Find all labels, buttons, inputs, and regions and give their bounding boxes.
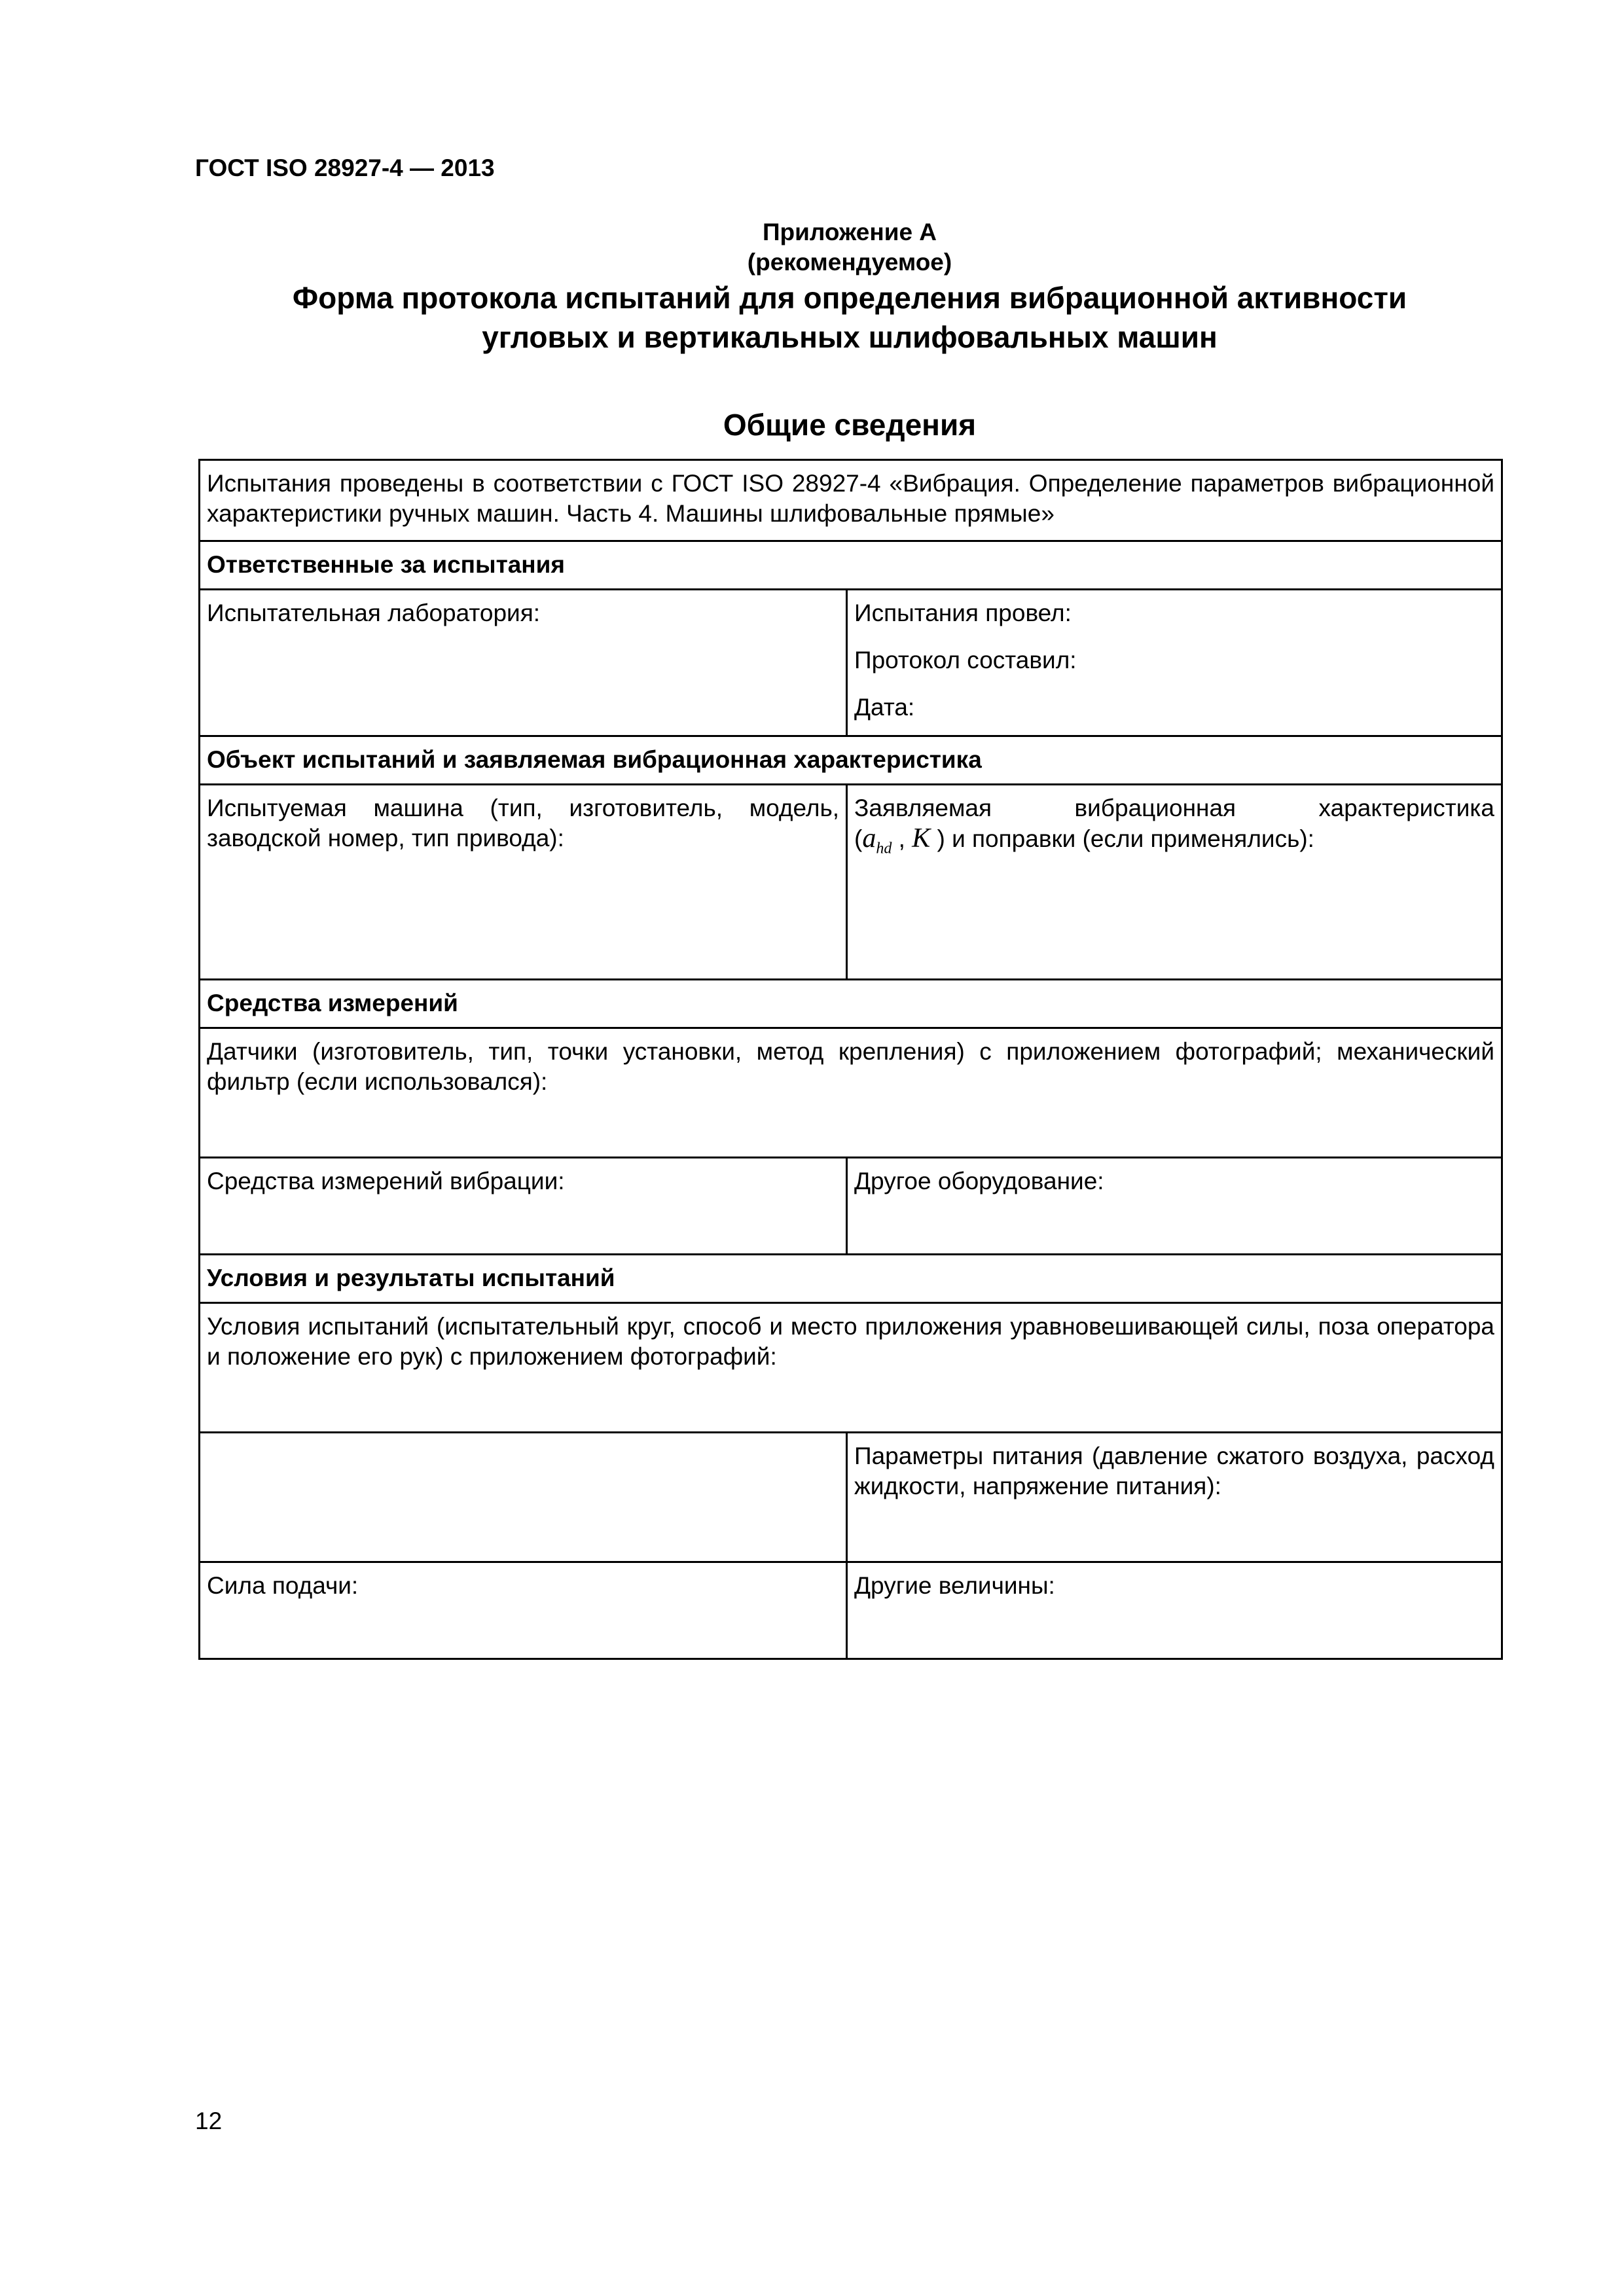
other-equipment-label: Другое оборудование: (854, 1168, 1104, 1194)
object-heading: Объект испытаний и заявляемая вибрационная характеристика (200, 736, 1502, 785)
paren-open: ( (854, 825, 863, 852)
intro-cell (200, 460, 1502, 541)
appendix-label: Приложение А (762, 219, 937, 245)
other-values-label: Другие величины: (854, 1572, 1055, 1599)
math-a: a (862, 823, 876, 853)
vibration-instruments-label: Средства измерений вибрации: (207, 1168, 565, 1194)
test-conditions-label: Условия испытаний (испытательный круг, способ и место приложения уравновешивающей силы, поза оператора и положение его рук) с приложением фотографий: (207, 1313, 1494, 1370)
lab-cell[interactable] (200, 590, 847, 736)
section-title: Общие сведения (723, 408, 977, 442)
appendix-type: (рекомендуемое) (747, 249, 952, 276)
conditions-heading: Условия и результаты испытаний (200, 1255, 1502, 1303)
table-row (200, 1303, 1502, 1433)
math-separator: , (892, 825, 912, 852)
table-row (200, 785, 1502, 980)
table-row (200, 1562, 1502, 1659)
empty-cell[interactable] (200, 1433, 847, 1562)
feed-force-cell[interactable] (200, 1562, 847, 1659)
protocol-table (198, 459, 1503, 1660)
form-title-line-2: угловых и вертикальных шлифовальных машин (482, 320, 1218, 354)
feed-force-label: Сила подачи: (207, 1572, 359, 1599)
date-label: Дата: (854, 694, 915, 721)
test-conditions-cell[interactable] (200, 1303, 1502, 1433)
report-by-label: Протокол составил: (854, 647, 1077, 673)
sensors-cell[interactable] (200, 1028, 1502, 1158)
personnel-cell[interactable] (847, 590, 1502, 736)
tested-by-label: Испытания провел: (854, 600, 1072, 626)
power-params-label: Параметры питания (давление сжатого воздуха, расход жидкости, напряжение питания): (854, 1443, 1494, 1499)
document-code: ГОСТ ISO 28927-4 — 2013 (195, 154, 495, 181)
table-row (200, 980, 1502, 1028)
table-row (200, 1433, 1502, 1562)
vibration-instruments-cell[interactable] (200, 1158, 847, 1255)
machine-cell[interactable] (200, 785, 847, 980)
table-row (200, 736, 1502, 785)
table-row (200, 541, 1502, 590)
instruments-heading: Средства измерений (200, 980, 1502, 1028)
table-row (200, 1028, 1502, 1158)
table-row (200, 590, 1502, 736)
table-row (200, 1255, 1502, 1303)
table-row (200, 1158, 1502, 1255)
power-params-cell[interactable] (847, 1433, 1502, 1562)
math-subscript-hd: hd (876, 840, 892, 857)
other-values-cell[interactable] (847, 1562, 1502, 1659)
declared-label-line2 (854, 823, 1494, 863)
math-symbol-a (862, 823, 892, 857)
declared-label-line1: Заявляемая вибрационная характеристика (854, 795, 1494, 821)
intro-text: Испытания проведены в соответствии с ГОСТ ISO 28927-4 «Вибрация. Определение параметров вибрационной характеристики ручных машин. Часть 4. Машины шлифовальные прямые» (207, 470, 1494, 527)
other-equipment-cell[interactable] (847, 1158, 1502, 1255)
sensors-label: Датчики (изготовитель, тип, точки установки, метод крепления) с приложением фотографий; механический фильтр (если использовался): (207, 1038, 1494, 1095)
declared-values-cell[interactable] (847, 785, 1502, 980)
declared-rest-text: ) и поправки (если применялись): (930, 825, 1314, 852)
table-row (200, 460, 1502, 541)
lab-label: Испытательная лаборатория: (207, 600, 541, 626)
form-title-line-1: Форма протокола испытаний для определения вибрационной активности (292, 281, 1407, 315)
page-number: 12 (195, 2108, 223, 2134)
math-symbol-k: K (912, 823, 931, 853)
responsible-heading: Ответственные за испытания (200, 541, 1502, 590)
machine-label: Испытуемая машина (тип, изготовитель, модель, заводской номер, тип привода): (207, 795, 839, 852)
